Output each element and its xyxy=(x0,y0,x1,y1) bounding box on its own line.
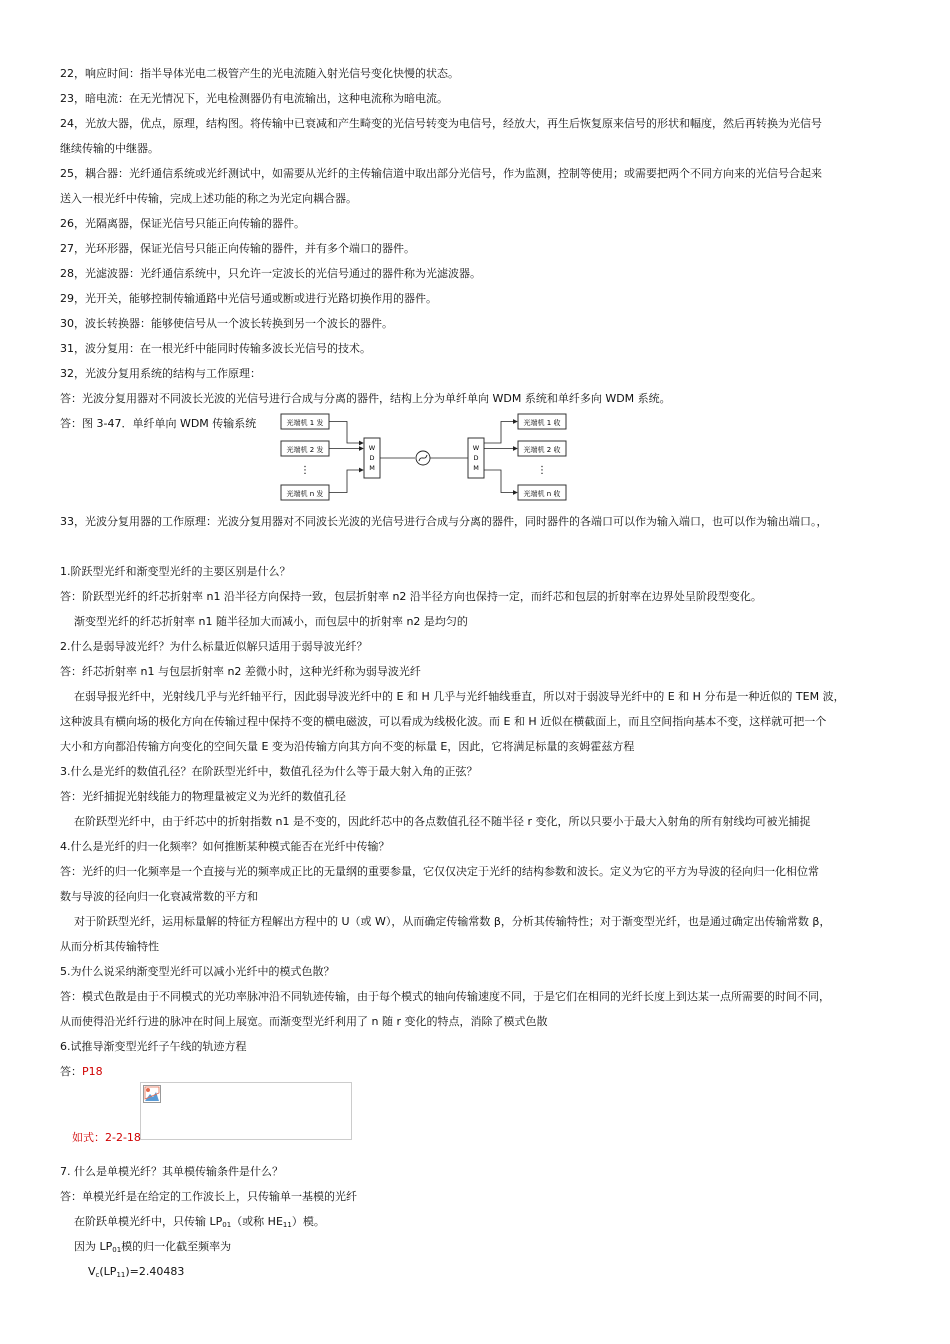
item-29: 29，光开关，能够控制传输通路中光信号通或断或进行光路切换作用的器件。 xyxy=(60,292,437,305)
receiver-n-box xyxy=(518,485,566,500)
answer-7-line3-part2: 模的归一化截至频率为 xyxy=(121,1240,232,1253)
question-1: 1.阶跃型光纤和渐变型光纤的主要区别是什么？ xyxy=(60,565,291,578)
figure-caption: 答：图 3-47．单纤单向 WDM 传输系统 xyxy=(60,417,257,430)
question-2: 2.什么是弱导波光纤？为什么标量近似解只适用于弱导波光纤？ xyxy=(60,640,368,653)
rx1-connector xyxy=(484,422,517,444)
receiver-2-box xyxy=(518,441,566,456)
question-3: 3.什么是光纤的数值孔径？在阶跃型光纤中，数值孔径为什么等于最大射入角的正弦？ xyxy=(60,765,478,778)
formula-label: 如式：2-2-18 xyxy=(72,1131,141,1144)
item-24-line1: 24，光放大器，优点，原理，结构图。将传输中已衰减和产生畸变的光信号转变为电信号，经放大，再生后恢复原来信号的形状和幅度，然后再转换为光信号 xyxy=(60,117,822,130)
answer-2-line2: 在弱导报光纤中，光射线几乎与光纤轴平行，因此弱导波光纤中的 E 和 H 几乎与光纤轴线垂直，所以对于弱波导光纤中的 E 和 H 分布是一种近似的 TEM 波， xyxy=(74,690,845,703)
subscript-01: 01 xyxy=(222,1221,232,1229)
answer-7-line2-part2: （或称 HE xyxy=(231,1215,283,1228)
receiver-1-box xyxy=(518,414,566,429)
wdm-demultiplexer xyxy=(468,438,484,478)
formula-v: V xyxy=(88,1265,96,1278)
item-33: 33，光波分复用器的工作原理：光波分复用器对不同波长光波的光信号进行合成与分离的器件，同时器件的各端口可以作为输入端口，也可以作为输出端口。， xyxy=(60,515,828,528)
demux-letter-w: W xyxy=(472,444,480,452)
item-24-line2: 继续传输的中继器。 xyxy=(60,142,159,155)
txn-connector xyxy=(329,470,363,493)
wdm-diagram xyxy=(275,410,575,506)
question-5: 5.为什么说采纳渐变型光纤可以减小光纤中的模式色散？ xyxy=(60,965,335,978)
answer-7-line2-part1: 在阶跃单模光纤中，只传输 LP xyxy=(74,1215,223,1228)
demux-letter-m: M xyxy=(473,464,479,472)
answer-7-line3 xyxy=(74,1239,914,1254)
answer-6-page-ref: P18 xyxy=(82,1065,103,1078)
item-25-line2: 送入一根光纤中传输，完成上述功能的称之为光定向耦合器。 xyxy=(60,192,357,205)
mux-letter-w: W xyxy=(368,444,376,452)
item-32-answer: 答：光波分复用器对不同波长光波的光信号进行合成与分离的器件，结构上分为单纤单向 WDM 系统和单纤多向 WDM 系统。 xyxy=(60,392,671,405)
answer-4-line1: 答：光纤的归一化频率是一个直接与光的频率成正比的无量纲的重要参量，它仅仅决定于光纤的结构参数和波长。定义为它的平方为导波的径向归一化相位常 xyxy=(60,865,819,878)
cutoff-frequency-formula xyxy=(88,1264,928,1279)
answer-6-line xyxy=(60,1064,900,1079)
answer-3-line2: 在阶跃型光纤中，由于纤芯中的折射指数 n1 是不变的，因此纤芯中的各点数值孔径不随半径 r 变化，所以只要小于最大入射角的所有射线均可被光捕捉 xyxy=(74,815,811,828)
mux-letter-d: D xyxy=(369,454,375,462)
transmitter-1-label: 光端机 1 发 xyxy=(286,419,324,427)
answer-4-line4: 从而分析其传输特性 xyxy=(60,940,159,953)
transmitter-n-box xyxy=(281,485,329,500)
item-25-line1: 25，耦合器：光纤通信系统或光纤测试中，如需要从光纤的主传输信道中取出部分光信号，作为监测，控制等使用；或需要把两个不同方向来的光信号合起来 xyxy=(60,167,822,180)
answer-7-line3-part1: 因为 LP xyxy=(74,1240,113,1253)
answer-6-prefix: 答： xyxy=(60,1065,82,1078)
answer-3-line1: 答：光纤捕捉光射线能力的物理量被定义为光纤的数值孔径 xyxy=(60,790,346,803)
subscript-11b: 11 xyxy=(116,1271,126,1279)
item-26: 26，光隔离器，保证光信号只能正向传输的器件。 xyxy=(60,217,305,230)
answer-1-line2: 渐变型光纤的纤芯折射率 n1 随半径加大而减小，而包层中的折射率 n2 是均匀的 xyxy=(74,615,468,628)
item-31: 31，波分复用：在一根光纤中能同时传输多波长光信号的技术。 xyxy=(60,342,371,355)
transmitter-1-box xyxy=(281,414,329,429)
item-28: 28，光滤波器：光纤通信系统中，只允许一定波长的光信号通过的器件称为光滤波器。 xyxy=(60,267,481,280)
answer-2-line4: 大小和方向都沿传输方向变化的空间矢量 E 变为沿传输方向其方向不变的标量 E，因此，它将满足标量的亥姆霍兹方程 xyxy=(60,740,635,753)
demux-letter-d: D xyxy=(473,454,479,462)
receiver-1-label: 光端机 1 收 xyxy=(523,419,561,427)
answer-5-line2: 从而使得沿光纤行进的脉冲在时间上展宽。而渐变型光纤利用了 n 随 r 变化的特点，消除了模式色散 xyxy=(60,1015,548,1028)
subscript-11: 11 xyxy=(282,1221,292,1229)
answer-7-line1: 答：单模光纤是在给定的工作波长上，只传输单一基模的光纤 xyxy=(60,1190,357,1203)
receiver-n-label: 光端机 n 收 xyxy=(523,490,561,498)
transmitter-2-box xyxy=(281,441,329,456)
broken-image-icon xyxy=(143,1085,161,1103)
receiver-ellipsis: ⋮ xyxy=(537,465,547,476)
transmitter-n-label: 光端机 n 发 xyxy=(286,490,324,498)
formula-lp: (LP xyxy=(99,1265,117,1278)
subscript-c: c xyxy=(95,1271,100,1279)
answer-2-line1: 答：纤芯折射率 n1 与包层折射率 n2 差微小时，这种光纤称为弱导波光纤 xyxy=(60,665,421,678)
item-23: 23，暗电流：在无光情况下，光电检测器仍有电流输出，这种电流称为暗电流。 xyxy=(60,92,448,105)
question-7: 7. 什么是单模光纤？其单模传输条件是什么？ xyxy=(60,1165,283,1178)
tx1-connector xyxy=(329,422,363,444)
answer-7-line2 xyxy=(74,1214,914,1229)
receiver-2-label: 光端机 2 收 xyxy=(523,446,561,454)
item-22: 22，响应时间：指半导体光电二极管产生的光电流随入射光信号变化快慢的状态。 xyxy=(60,67,459,80)
rxn-connector xyxy=(484,470,517,493)
formula-image-placeholder xyxy=(140,1082,352,1140)
answer-4-line2: 数与导波的径向归一化衰减常数的平方和 xyxy=(60,890,258,903)
fiber-coil-icon xyxy=(416,451,430,465)
formula-value: )=2.40483 xyxy=(125,1265,185,1278)
subscript-01b: 01 xyxy=(112,1246,122,1254)
answer-1-line1: 答：阶跃型光纤的纤芯折射率 n1 沿半径方向保持一致，包层折射率 n2 沿半径方向也保持一定，而纤芯和包层的折射率在边界处呈阶段型变化。 xyxy=(60,590,762,603)
answer-2-line3: 这种波具有横向场的极化方向在传输过程中保持不变的横电磁波，可以看成为线极化波。而 E 和 H 近似在横截面上，而且空间指向基本不变，这样就可把一个 xyxy=(60,715,827,728)
transmitter-2-label: 光端机 2 发 xyxy=(286,446,324,454)
item-32: 32，光波分复用系统的结构与工作原理： xyxy=(60,367,261,380)
item-27: 27，光环形器，保证光信号只能正向传输的器件，并有多个端口的器件。 xyxy=(60,242,415,255)
item-30: 30，波长转换器：能够使信号从一个波长转换到另一个波长的器件。 xyxy=(60,317,393,330)
question-6: 6.试推导渐变型光纤子午线的轨迹方程 xyxy=(60,1040,247,1053)
answer-5-line1: 答：模式色散是由于不同模式的光功率脉冲沿不同轨迹传输，由于每个模式的轴向传输速度不同，于是它们在相同的光纤长度上到达某一点所需要的时间不同， xyxy=(60,990,830,1003)
transmitter-ellipsis: ⋮ xyxy=(300,465,310,476)
answer-4-line3: 对于阶跃型光纤，运用标量解的特征方程解出方程中的 U（或 W），从而确定传输常数 β，分析其传输特性；对于渐变型光纤，也是通过确定出传输常数 β， xyxy=(74,915,831,928)
answer-7-line2-part3: ）模。 xyxy=(291,1215,325,1228)
mux-letter-m: M xyxy=(369,464,375,472)
wdm-multiplexer xyxy=(364,438,380,478)
question-4: 4.什么是光纤的归一化频率？如何推断某种模式能否在光纤中传输？ xyxy=(60,840,390,853)
